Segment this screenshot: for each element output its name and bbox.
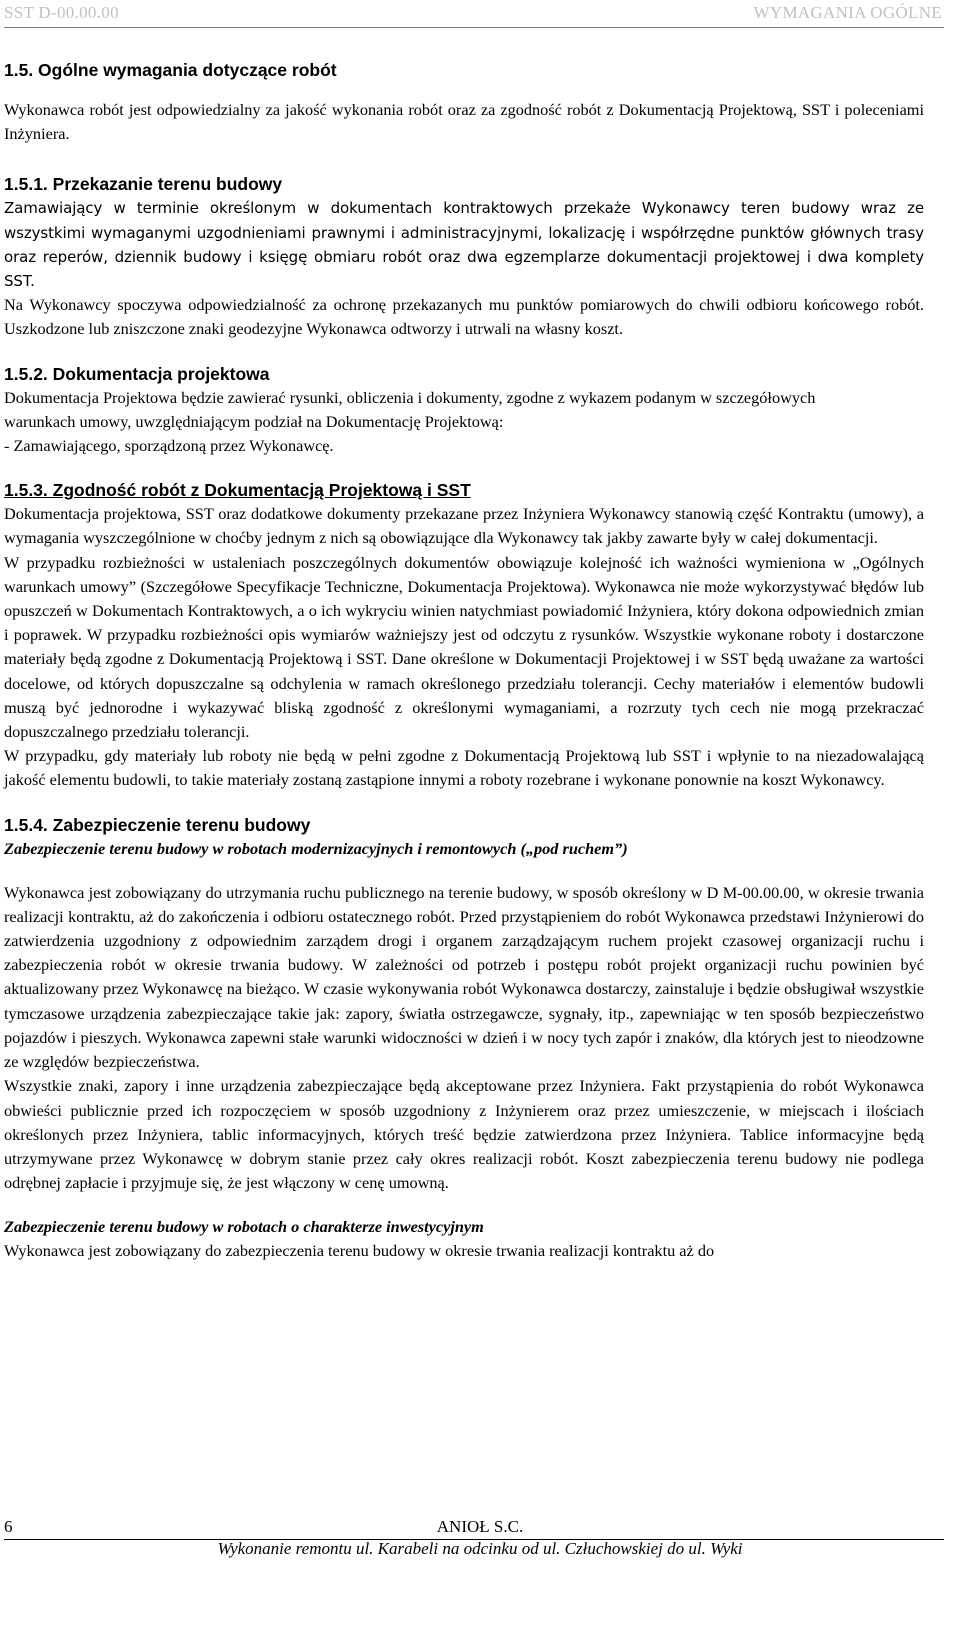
site-handover-paragraph: Zamawiający w terminie określonym w dokumentach kontraktowych przekaże Wykonawcy teren budowy wraz ze wszystkimi wymaganymi uzgodnieniami prawnymi i administracyjnymi, lokalizację i współrzędne punktów głównych trasy oraz reperów, dziennik budowy i księgę obmiaru robót oraz dwa egzemplarze dokumentacji projektowej i dwa komplety SST. xyxy=(4,199,924,291)
design-docs-line-2: warunkach umowy, uwzględniającym podział na Dokumentację Projektową: xyxy=(4,411,504,431)
design-docs-line-3: - Zamawiającego, sporządzoną przez Wykonawcę. xyxy=(4,436,334,456)
page-number: 6 xyxy=(4,1517,13,1536)
header-divider xyxy=(4,27,944,28)
header-chapter-title: WYMAGANIA OGÓLNE xyxy=(753,3,942,22)
survey-points-paragraph: Na Wykonawcy spoczywa odpowiedzialność za ochronę przekazanych mu punktów pomiarowych do chwili odbioru końcowego robót. Uszkodzone lub zniszczone znaki geodezyjne Wykonawca odtworzy i utrwali na własny koszt. xyxy=(4,295,924,339)
document-body xyxy=(4,58,924,1264)
investment-security-paragraph: Wykonawca jest zobowiązany do zabezpieczenia terenu budowy w okresie trwania realizacji kontraktu aż do xyxy=(4,1241,715,1261)
page-header xyxy=(0,0,960,32)
section-intro-paragraph: Wykonawca robót jest odpowiedzialny za jakość wykonania robót oraz za zgodność robót z Dokumentacją Projektową, SST i poleceniami Inżyniera. xyxy=(4,100,924,144)
section-heading: 1.5. Ogólne wymagania dotyczące robót xyxy=(4,60,337,80)
compliance-paragraph-3: W przypadku, gdy materiały lub roboty nie będą w pełni zgodne z Dokumentacją Projektową lub SST i wpłynie to na niezadowalającą jakość elementu budowli, to takie materiały zostaną zastąpione innymi a roboty rozebrane i wykonane ponownie na koszt Wykonawcy. xyxy=(4,746,924,790)
subsection-heading-1-5-1: 1.5.1. Przekazanie terenu budowy xyxy=(4,174,283,195)
signage-paragraph: Wszystkie znaki, zapory i inne urządzenia zabezpieczające będą akceptowane przez Inżyniera. Fakt przystąpienia do robót Wykonawca obwieści publicznie przed ich rozpoczęciem w sposób uzgodniony z Inżynierem oraz przez umieszczenie, w miejscach i ilościach określonych przez Inżyniera, tablic informacyjnych, których treść będzie zatwierdzona przez Inżyniera. Tablice informacyjne będą utrzymywane przez Wykonawcę w dobrym stanie przez cały okres realizacji robót. Koszt zabezpieczenia terenu budowy nie podlega odrębnej zapłacie i przyjmuje się, że jest włączony w cenę umowną. xyxy=(4,1076,924,1193)
traffic-maintenance-paragraph: Wykonawca jest zobowiązany do utrzymania ruchu publicznego na terenie budowy, w sposób określony w D M-00.00.00, w okresie trwania realizacji kontraktu, aż do zakończenia i odbioru ostatecznego robót. Przed przystąpieniem do robót Wykonawca przedstawi Inżynierowi do zatwierdzenia uzgodniony z odpowiednim zarządem drogi i organem zarządzającym ruchem projekt czasowej organizacji ruchu i zabezpieczenia robót w okresie trwania budowy. W zależności od potrzeb i postępu robót projekt organizacji ruchu powinien być aktualizowany przez Wykonawcę na bieżąco. W czasie wykonywania robót Wykonawca dostarczy, zainstaluje i będzie obsługiwał wszystkie tymczasowe urządzenia zabezpieczające takie jak: zapory, światła ostrzegawcze, sygnały, itp., zapewniając w ten sposób bezpieczeństwo pojazdów i pieszych. Wykonawca zapewni stałe warunki widoczności w dzień i w nocy tych zapór i znaków, dla których jest to nieodzowne ze względów bezpieczeństwa. xyxy=(4,882,924,1072)
footer-company: ANIOŁ S.C. xyxy=(436,1517,524,1536)
site-security-subheading-investment: Zabezpieczenie terenu budowy w robotach o charakterze inwestycyjnym xyxy=(4,1217,484,1237)
subsection-heading-1-5-3: 1.5.3. Zgodność robót z Dokumentacją Projektową i SST xyxy=(4,480,471,501)
site-security-subheading-traffic: Zabezpieczenie terenu budowy w robotach modernizacyjnych i remontowych („pod ruchem”) xyxy=(4,838,628,858)
compliance-paragraph-1: Dokumentacja projektowa, SST oraz dodatkowe dokumenty przekazane przez Inżyniera Wykonawcy stanowią część Kontraktu (umowy), a wymagania wyszczególnione w choćby jednym z nich są obowiązujące dla Wykonawcy tak jakby zawarte były w całej dokumentacji. xyxy=(4,504,924,548)
design-docs-line-1: Dokumentacja Projektowa będzie zawierać rysunki, obliczenia i dokumenty, zgodne z wykazem podanym w szczegółowych xyxy=(4,387,816,407)
footer-project-description: Wykonanie remontu ul. Karabeli na odcinku od ul. Człuchowskiej do ul. Wyki xyxy=(217,1539,743,1558)
subsection-heading-1-5-4: 1.5.4. Zabezpieczenie terenu budowy xyxy=(4,814,311,835)
subsection-heading-1-5-2: 1.5.2. Dokumentacja projektowa xyxy=(4,363,270,384)
header-spec-code: SST D-00.00.00 xyxy=(4,3,119,22)
compliance-paragraph-2: W przypadku rozbieżności w ustaleniach poszczególnych dokumentów obowiązuje kolejność ich ważności wymieniona w „Ogólnych warunkach umowy” (Szczegółowe Specyfikacje Techniczne, Dokumentacja Projektowa). Wykonawca nie może wykorzystywać błędów lub opuszczeń w Dokumentach Kontraktowych, a o ich wykryciu winien natychmiast powiadomić Inżyniera, który dokona odpowiednich zmian i poprawek. W przypadku rozbieżności opis wymiarów ważniejszy jest od odczytu z rysunków. Wszystkie wykonane roboty i dostarczone materiały będą zgodne z Dokumentacją Projektową i SST. Dane określone w Dokumentacji Projektowej i w SST będą uważane za wartości docelowe, od których dopuszczalne są odchylenia w ramach określonego przedziału tolerancji. Cechy materiałów i elementów budowli muszą być jednorodne i wykazywać bliską zgodność z określonymi wymaganiami, a rozrzuty tych cech nie mogą przekraczać dopuszczalnego przedziału tolerancji. xyxy=(4,552,924,742)
